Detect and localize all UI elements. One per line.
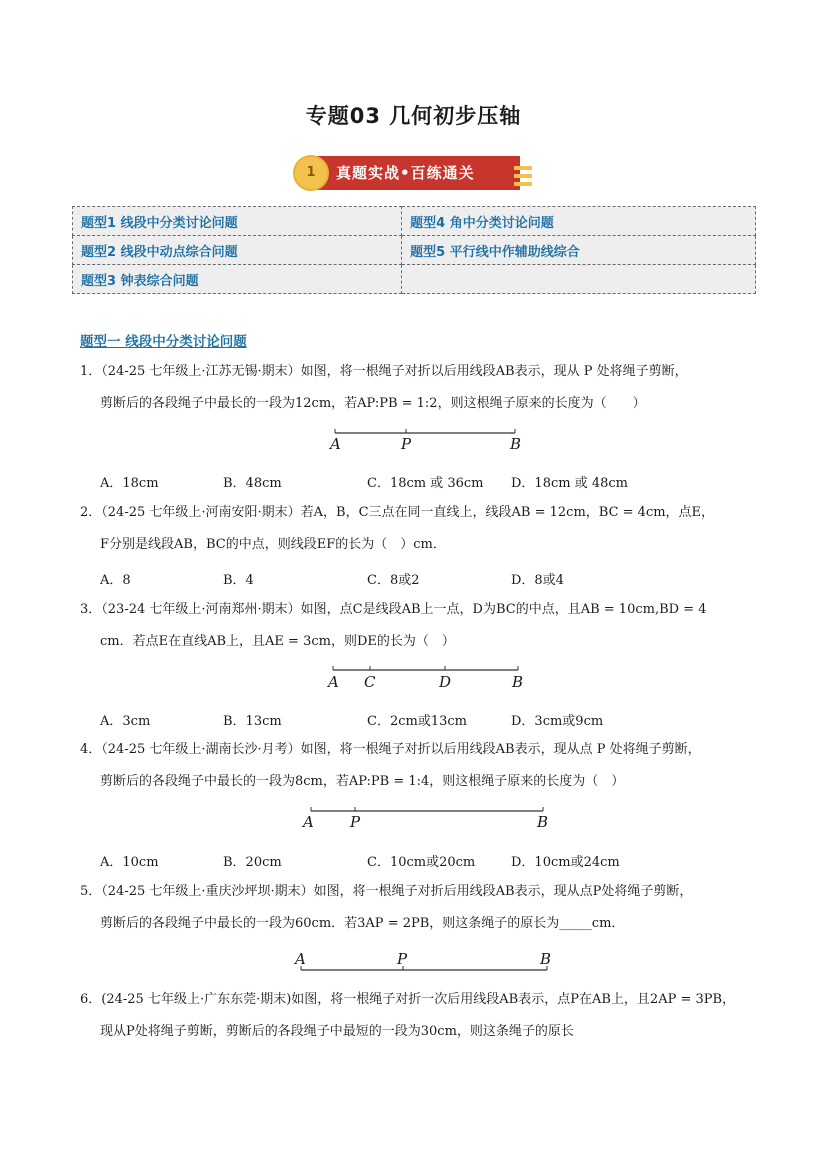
figure-4-label-a: A	[303, 813, 314, 831]
topic-table	[72, 206, 756, 294]
figure-4-label-p: P	[350, 813, 361, 831]
figure-1-label-a: A	[330, 435, 341, 453]
option-b[interactable]: B．4	[223, 573, 254, 588]
banner-number: 1	[306, 165, 316, 180]
figure-3	[328, 662, 538, 692]
question-2	[80, 497, 760, 561]
page-title: 专题03 几何初步压轴	[305, 104, 522, 128]
option-c[interactable]: C．18cm 或 36cm	[367, 476, 484, 491]
option-c[interactable]: C．10cm或20cm	[367, 855, 476, 870]
figure-5-label-p: P	[397, 950, 408, 968]
question-3-line-2: cm．若点E在直线AB上，且AE = 3cm，则DE的长为（ ）	[100, 634, 455, 649]
toc-item-3[interactable]: 题型3 钟表综合问题	[73, 265, 402, 294]
figure-3-label-c: C	[364, 673, 376, 691]
option-a[interactable]: A．3cm	[100, 714, 151, 729]
question-5-line-2: 剪断后的各段绳子中最长的一段为60cm．若3AP = 2PB，则这条绳子的原长为_____cm．	[100, 916, 625, 931]
section-heading: 题型一 线段中分类讨论问题	[80, 334, 247, 350]
figure-5-label-a: A	[295, 950, 306, 968]
option-d[interactable]: D．3cm或9cm	[511, 714, 604, 729]
figure-1-label-b: B	[510, 435, 522, 453]
question-2-line-2: F分别是线段AB，BC的中点，则线段EF的长为（ ）cm．	[100, 537, 446, 552]
figure-5	[295, 948, 555, 978]
question-5	[80, 876, 760, 940]
option-d[interactable]: D．8或4	[511, 573, 564, 588]
question-3	[80, 594, 760, 658]
option-b[interactable]: B．20cm	[223, 855, 282, 870]
question-2-line-1: 2．（24-25 七年级上·河南安阳·期末）若A，B，C三点在同一直线上，线段AB = 12cm，BC = 4cm，点E，	[80, 505, 715, 520]
toc-item-2[interactable]: 题型2 线段中动点综合问题	[73, 236, 402, 265]
figure-4	[303, 803, 553, 833]
option-d[interactable]: D．18cm 或 48cm	[511, 476, 628, 491]
option-b[interactable]: B．48cm	[223, 476, 282, 491]
banner-stripe-2	[514, 174, 532, 178]
option-c[interactable]: C．8或2	[367, 573, 420, 588]
question-6-line-2: 现从P处将绳子剪断，剪断后的各段绳子中最短的一段为30cm，则这条绳子的原长	[100, 1024, 574, 1039]
figure-3-label-b: B	[512, 673, 524, 691]
option-d[interactable]: D．10cm或24cm	[511, 855, 620, 870]
option-b[interactable]: B．13cm	[223, 714, 282, 729]
toc-item-4[interactable]: 题型4 角中分类讨论问题	[402, 207, 756, 236]
question-6	[80, 984, 760, 1048]
figure-4-label-b: B	[537, 813, 549, 831]
toc-item-1[interactable]: 题型1 线段中分类讨论问题	[73, 207, 402, 236]
question-4-line-2: 剪断后的各段绳子中最长的一段为8cm，若AP:PB = 1:4，则这根绳子原来的长度为（ ）	[100, 774, 625, 789]
banner-text: 真题实战•百练通关	[336, 164, 475, 182]
banner-stripe-3	[514, 182, 532, 186]
figure-1-label-p: P	[401, 435, 412, 453]
figure-5-label-b: B	[540, 950, 552, 968]
question-4	[80, 734, 760, 798]
option-a[interactable]: A．10cm	[100, 855, 159, 870]
toc-item-5[interactable]: 题型5 平行线中作辅助线综合	[402, 236, 756, 265]
figure-3-label-d: D	[439, 673, 452, 691]
question-5-line-1: 5．（24-25 七年级上·重庆沙坪坝·期末）如图，将一根绳子对折后用线段AB表示，现从点P处将绳子剪断，	[80, 884, 693, 899]
option-a[interactable]: A．18cm	[100, 476, 159, 491]
figure-1	[330, 425, 530, 455]
question-6-line-1: 6．(24-25 七年级上·广东东莞·期末)如图，将一根绳子对折一次后用线段AB表示，点P在AB上，且2AP = 3PB，	[80, 992, 736, 1007]
question-1-line-2: 剪断后的各段绳子中最长的一段为12cm，若AP:PB = 1:2，则这根绳子原来的长度为（ ）	[100, 396, 646, 411]
question-3-line-1: 3．（23-24 七年级上·河南郑州·期末）如图，点C是线段AB上一点，D为BC的中点，且AB = 10cm,BD = 4	[80, 602, 707, 617]
toc-empty-cell	[402, 265, 756, 294]
option-c[interactable]: C．2cm或13cm	[367, 714, 467, 729]
banner-stripe-1	[514, 166, 532, 170]
section-banner	[292, 154, 532, 192]
figure-3-label-a: A	[328, 673, 339, 691]
option-a[interactable]: A．8	[100, 573, 131, 588]
question-4-line-1: 4．（24-25 七年级上·湖南长沙·月考）如图，将一根绳子对折以后用线段AB表示，现从点 P 处将绳子剪断，	[80, 742, 701, 757]
question-1	[80, 356, 760, 420]
question-1-line-1: 1．（24-25 七年级上·江苏无锡·期末）如图，将一根绳子对折以后用线段AB表示，现从 P 处将绳子剪断，	[80, 364, 688, 379]
